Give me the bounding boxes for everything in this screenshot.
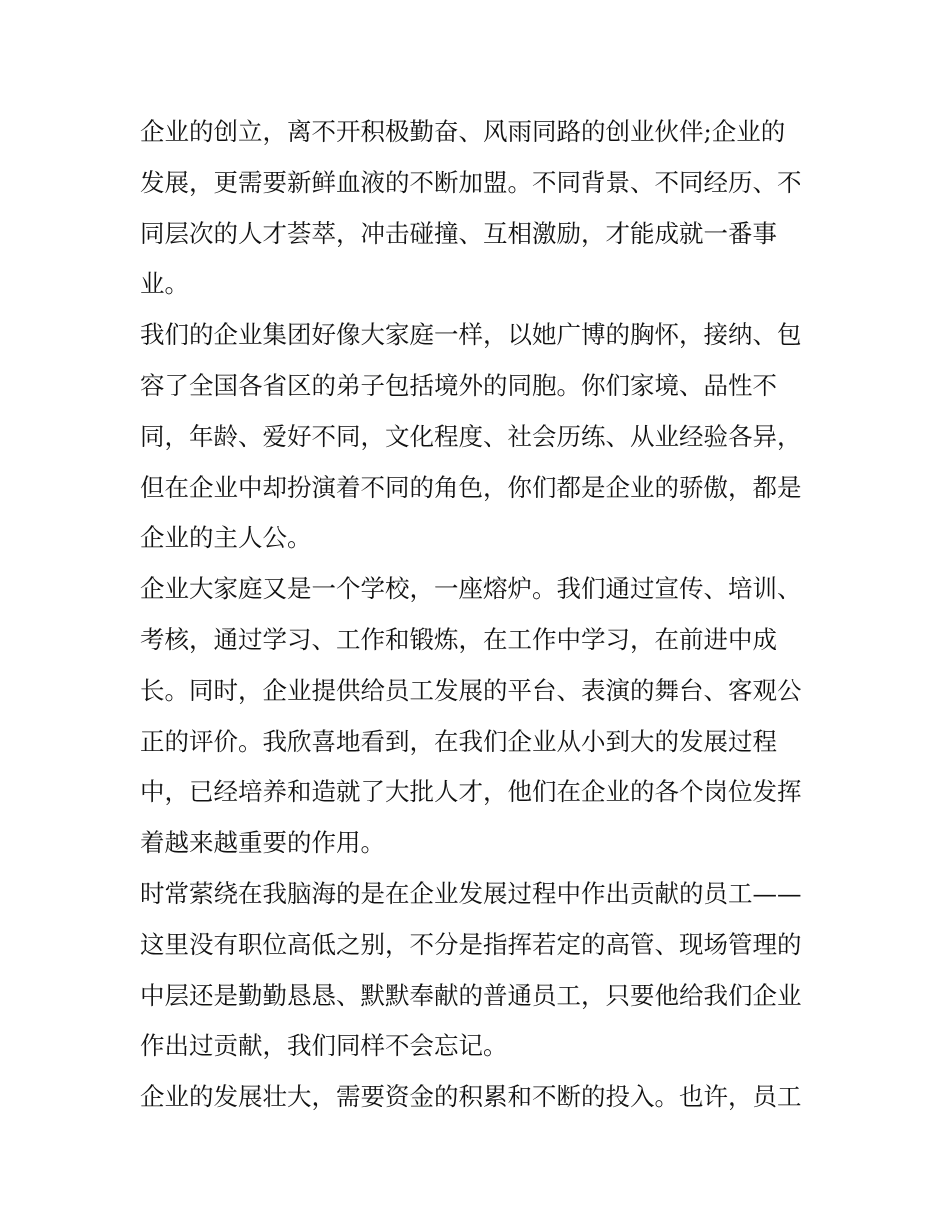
text-line: 发展，更需要新鲜血液的不断加盟。不同背景、不同经历、不 xyxy=(140,167,802,197)
text-line: 中，已经培养和造就了大批人才，他们在企业的各个岗位发挥 xyxy=(140,777,802,807)
text-line: 企业的创立，离不开积极勤奋、风雨同路的创业伙伴;企业的 xyxy=(140,117,786,146)
text-line: 着越来越重要的作用。 xyxy=(140,828,385,858)
text-line: 长。同时，企业提供给员工发展的平台、表演的舞台、客观公 xyxy=(140,675,802,705)
text-line: 同，年龄、爱好不同，文化程度、社会历练、从业经验各异， xyxy=(140,421,802,451)
text-line: 考核，通过学习、工作和锻炼，在工作中学习，在前进中成 xyxy=(140,624,777,654)
text-line: 同层次的人才荟萃，冲击碰撞、互相激励，才能成就一番事 xyxy=(140,218,777,248)
text-line: 我们的企业集团好像大家庭一样，以她广博的胸怀，接纳、包 xyxy=(140,320,802,350)
text-line: 正的评价。我欣喜地看到，在我们企业从小到大的发展过程 xyxy=(140,726,777,756)
text-line: 中层还是勤勤恳恳、默默奉献的普通员工，只要他给我们企业 xyxy=(140,980,802,1010)
text-line: 业。 xyxy=(140,269,189,299)
text-line: 企业大家庭又是一个学校，一座熔炉。我们通过宣传、培训、 xyxy=(140,574,802,604)
text-line: 容了全国各省区的弟子包括境外的同胞。你们家境、品性不 xyxy=(140,370,777,400)
text-line: 时常萦绕在我脑海的是在企业发展过程中作出贡献的员工—— xyxy=(140,878,802,908)
text-line: 作出过贡献，我们同样不会忘记。 xyxy=(140,1031,508,1061)
text-line: 但在企业中却扮演着不同的角色，你们都是企业的骄傲，都是 xyxy=(140,472,802,502)
document-body xyxy=(140,107,812,1123)
text-line: 企业的发展壮大，需要资金的积累和不断的投入。也许，员工 xyxy=(140,1082,802,1112)
text-line: 这里没有职位高低之别，不分是指挥若定的高管、现场管理的 xyxy=(140,929,802,959)
text-line: 企业的主人公。 xyxy=(140,523,312,553)
